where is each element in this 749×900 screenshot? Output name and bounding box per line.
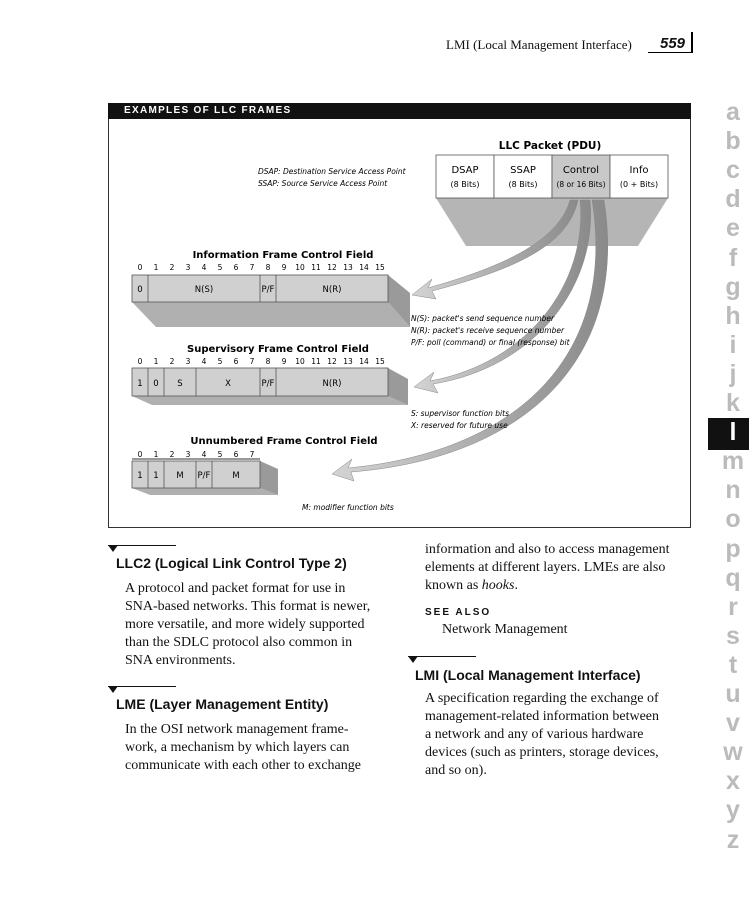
bit-number: 14 — [359, 357, 369, 366]
thumb-index-letter-j[interactable]: j — [729, 359, 737, 388]
entry-heading-lmi: LMI (Local Management Interface) — [415, 667, 641, 683]
unnumbered-note: M: modifier function bits — [302, 503, 394, 512]
info-frame-title: Information Frame Control Field — [192, 250, 374, 261]
supervisory-note: S: supervisor function bits — [411, 409, 509, 418]
field-label: 0 — [137, 285, 143, 295]
thumb-index-letter-o[interactable]: o — [725, 505, 741, 534]
text-line: SNA-based networks. This format is newer, — [125, 599, 371, 614]
text-line: In the OSI network management frame- — [125, 722, 349, 737]
field-label: N(S) — [194, 285, 214, 295]
packet-cell-label: Control — [562, 165, 600, 176]
thumb-index-letter-c[interactable]: c — [726, 156, 740, 185]
info-note: N(S): packet's send sequence number — [411, 314, 555, 323]
thumb-index-letter-w[interactable]: w — [723, 738, 743, 767]
text-line: information and also to access management — [425, 542, 670, 557]
thumb-index-letter-s[interactable]: s — [726, 621, 740, 650]
thumb-index-letter-n[interactable]: n — [725, 476, 741, 505]
unnumbered-frame-shadow — [132, 488, 278, 495]
field-label: 0 — [153, 379, 159, 389]
bit-number: 3 — [185, 263, 191, 272]
bit-number: 12 — [327, 357, 337, 366]
info-note: P/F: poll (command) or final (response) bit — [411, 338, 570, 347]
thumb-index-letter-e[interactable]: e — [726, 214, 740, 243]
thumb-index-letter-v[interactable]: v — [726, 709, 740, 738]
bit-number: 1 — [153, 357, 159, 366]
thumb-index-letter-a[interactable]: a — [726, 98, 740, 126]
supervisory-note: X: reserved for future use — [411, 421, 508, 430]
bit-number: 2 — [169, 450, 175, 459]
packet-cell-bits: (8 Bits) — [450, 180, 480, 189]
entry-body-lmi — [425, 690, 700, 780]
thumb-index-letter-r[interactable]: r — [728, 592, 738, 621]
text-line: more versatile, and more widely supported — [125, 617, 365, 632]
unnumbered-frame-title: Unnumbered Frame Control Field — [190, 436, 378, 447]
bit-number: 4 — [201, 263, 207, 272]
field-label: M — [232, 471, 240, 481]
bit-number: 0 — [137, 357, 143, 366]
packet-cell-bits: (8 Bits) — [508, 180, 538, 189]
text-line: work, a mechanism by which layers can — [125, 740, 350, 755]
bit-number: 6 — [233, 450, 239, 459]
thumb-index-letter-y[interactable]: y — [726, 796, 740, 825]
text-line: A specification regarding the exchange of — [425, 691, 659, 706]
thumb-index-letter-x[interactable]: x — [726, 767, 740, 796]
thumb-index-letter-k[interactable]: k — [726, 389, 740, 417]
bit-number: 4 — [201, 357, 207, 366]
field-label: N(R) — [322, 285, 342, 295]
bit-number: 2 — [169, 263, 175, 272]
text-line: A protocol and packet format for use in — [125, 581, 346, 596]
text-line — [425, 577, 700, 595]
entry-heading-llc2: LLC2 (Logical Link Control Type 2) — [116, 555, 347, 571]
field-label: 1 — [153, 471, 159, 481]
figure-title: EXAMPLES OF LLC FRAMES — [108, 103, 691, 119]
packet-title: LLC Packet (PDU) — [498, 140, 602, 152]
legend-dsap: DSAP: Destination Service Access Point — [258, 167, 406, 176]
bit-number: 3 — [185, 357, 191, 366]
supervisory-frame-shadow — [132, 396, 408, 405]
thumb-index-letter-b[interactable]: b — [725, 127, 741, 156]
info-frame-shadow — [132, 302, 410, 327]
bit-number: 9 — [281, 357, 287, 366]
thumb-index-letter-g[interactable]: g — [725, 272, 741, 301]
bit-number: 7 — [249, 450, 255, 459]
field-label: S — [177, 379, 183, 389]
bit-number: 8 — [265, 357, 271, 366]
bit-number: 5 — [217, 450, 223, 459]
packet-cell-bits: (8 or 16 Bits) — [556, 180, 606, 189]
bit-number: 6 — [233, 357, 239, 366]
thumb-index-letter-d[interactable]: d — [725, 185, 741, 214]
llc-frames-diagram — [108, 103, 691, 528]
bit-number: 10 — [295, 263, 305, 272]
bit-number: 14 — [359, 263, 369, 272]
packet-cell-label: DSAP — [451, 165, 479, 176]
thumb-index-letter-z[interactable]: z — [726, 825, 740, 854]
bit-number: 0 — [137, 263, 143, 272]
running-head: LMI (Local Management Interface) — [446, 37, 632, 52]
field-label: P/F — [261, 285, 275, 295]
field-label: N(R) — [322, 379, 342, 389]
see-also-link[interactable]: Network Management — [442, 622, 568, 637]
entry-body-lme-continued — [425, 541, 700, 595]
bit-number: 10 — [295, 357, 305, 366]
entry-marker-icon — [108, 686, 118, 693]
emphasis-text: hooks — [481, 578, 515, 593]
text-fragment: . — [514, 578, 518, 593]
thumb-index-letter-q[interactable]: q — [725, 563, 741, 592]
packet-cell-label: SSAP — [510, 165, 536, 176]
bit-number: 15 — [375, 263, 385, 272]
supervisory-frame-bit-numbers — [138, 357, 385, 366]
thumb-index-letter-u[interactable]: u — [725, 680, 741, 708]
bit-number: 13 — [343, 357, 353, 366]
bit-number: 2 — [169, 357, 175, 366]
text-line: communicate with each other to exchange — [125, 758, 361, 773]
thumb-index-letter-m[interactable]: m — [721, 447, 745, 476]
entry-rule — [408, 656, 476, 657]
field-label: 1 — [137, 379, 143, 389]
header-rule — [648, 52, 692, 53]
entry-body-lme — [125, 721, 395, 775]
field-label: X — [225, 379, 231, 389]
info-note: N(R): packet's receive sequence number — [411, 326, 565, 335]
bit-number: 4 — [201, 450, 207, 459]
thumb-index-letter-p[interactable]: p — [725, 534, 741, 563]
info-frame-bit-numbers — [138, 263, 385, 272]
bit-number: 15 — [375, 357, 385, 366]
bit-number: 12 — [327, 263, 337, 272]
packet-cell-info — [610, 155, 668, 198]
field-label: M — [176, 471, 184, 481]
text-line: elements at different layers. LMEs are also — [425, 560, 666, 575]
field-label: P/F — [197, 471, 211, 481]
page-number: 559 — [660, 35, 686, 52]
bit-number: 1 — [153, 450, 159, 459]
packet-cell-control — [552, 155, 610, 198]
entry-body-llc2 — [125, 580, 395, 670]
bit-number: 8 — [265, 263, 271, 272]
packet-cell-ssap — [494, 155, 552, 198]
packet-cell-dsap — [436, 155, 494, 198]
unnumbered-frame-bit-numbers — [138, 450, 255, 459]
entry-rule — [108, 545, 176, 546]
entry-rule — [108, 686, 176, 687]
thumb-index-letter-l[interactable]: l — [729, 418, 737, 447]
bit-number: 7 — [249, 357, 255, 366]
field-label: 1 — [137, 471, 143, 481]
bit-number: 5 — [217, 357, 223, 366]
entry-marker-icon — [408, 656, 418, 663]
supervisory-frame-title: Supervisory Frame Control Field — [187, 344, 369, 355]
text-line: management-related information between — [425, 709, 660, 724]
text-line: than the SDLC protocol also common in — [125, 635, 353, 650]
field-label: P/F — [261, 379, 275, 389]
bit-number: 13 — [343, 263, 353, 272]
bit-number: 6 — [233, 263, 239, 272]
text-line: SNA environments. — [125, 653, 236, 668]
thumb-index-letter-t[interactable]: t — [728, 650, 738, 679]
bit-number: 11 — [311, 357, 321, 366]
text-line: devices (such as printers, storage devices, — [425, 745, 659, 760]
bit-number: 7 — [249, 263, 255, 272]
bit-number: 11 — [311, 263, 321, 272]
thumb-index-letter-f[interactable]: f — [728, 243, 738, 272]
thumb-index-letter-h[interactable]: h — [725, 301, 741, 330]
see-also-label: SEE ALSO — [425, 607, 492, 618]
bit-number: 9 — [281, 263, 287, 272]
packet-cell-bits: (0 + Bits) — [619, 180, 659, 189]
header-vertical-rule — [691, 32, 693, 53]
text-line: and so on). — [425, 763, 487, 778]
bit-number: 5 — [217, 263, 223, 272]
bit-number: 3 — [185, 450, 191, 459]
entry-marker-icon — [108, 545, 118, 552]
bit-number: 0 — [137, 450, 143, 459]
entry-heading-lme: LME (Layer Management Entity) — [116, 696, 329, 712]
bit-number: 1 — [153, 263, 159, 272]
legend-ssap: SSAP: Source Service Access Point — [258, 179, 388, 188]
text-line: a network and any of various hardware — [425, 727, 644, 742]
thumb-index-letter-i[interactable]: i — [729, 330, 737, 359]
text-fragment: known as — [425, 578, 482, 593]
packet-cell-label: Info — [629, 165, 649, 176]
